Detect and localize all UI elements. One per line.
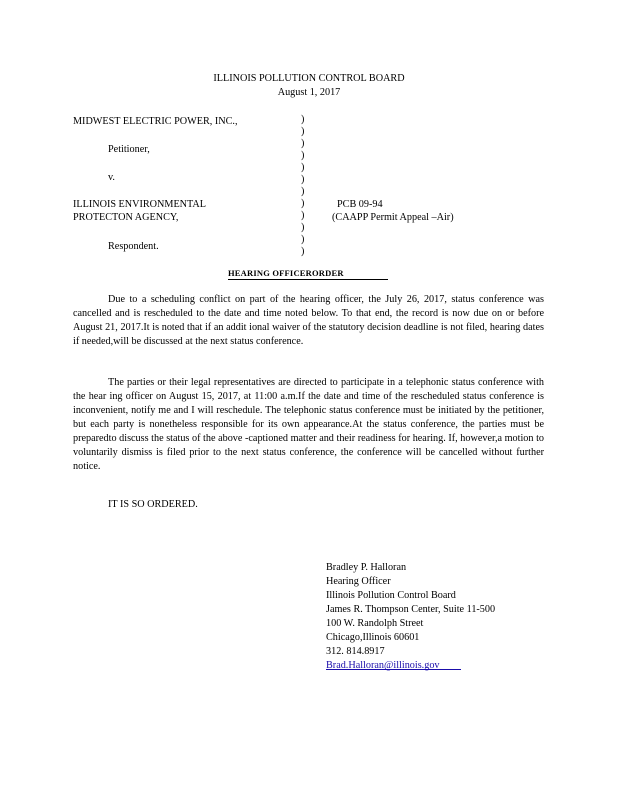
signer-org: Illinois Pollution Control Board [326, 590, 456, 601]
order-title: HEARING OFFICERORDER [228, 268, 388, 280]
paragraph-text: Due to a scheduling conflict on part of the hearing officer, the July 26, 2017, status conference was cancelled and is rescheduled to the date and time noted below. To that end, the record is now due on or before August 21, 2017.It is noted that if an addit ional waiver of the statutory decision deadline is not filed, hearing dates if needed,will be discussed at the next status conference. [73, 294, 544, 347]
respondent-name-line2: PROTECTON AGENCY, [73, 212, 179, 223]
paren: ) [301, 222, 305, 233]
paren: ) [301, 234, 305, 245]
signer-street: 100 W. Randolph Street [326, 618, 424, 629]
paren: ) [301, 186, 305, 197]
signer-name: Bradley P. Halloran [326, 562, 407, 573]
paren: ) [301, 174, 305, 185]
paragraph-text: The parties or their legal representatives are directed to participate in a telephonic status conference with the hear ing officer on August 15, 2017, at 11:00 a.m.If the date and time of the rescheduled status conference is inconvenient, notify me and I will reschedule. The telephonic status conference must be initiated by the petitioner, but each party is nonetheless responsible for its own appearance.At the status conference, the parties must be preparedto discuss the status of the above -captioned matter and their readiness for hearing. If, however,a motion to voluntarily dismiss is filed prior to the next status conference, the conference will be cancelled without further notice. [73, 377, 544, 472]
paragraph-instructions [73, 376, 544, 474]
petitioner-name: MIDWEST ELECTRIC POWER, INC., [73, 116, 238, 127]
signer-phone: 312. 814.8917 [326, 646, 385, 657]
signer-building: James R. Thompson Center, Suite 11-500 [326, 604, 496, 615]
email-underline [326, 669, 461, 670]
paragraph-rescheduling [73, 293, 544, 349]
caption-parentheses [301, 114, 311, 258]
paren: ) [301, 246, 305, 257]
respondent-name-line1: ILLINOIS ENVIRONMENTAL [73, 199, 207, 210]
signer-email-link[interactable]: Brad.Halloran@illinois.gov [326, 660, 440, 671]
paren: ) [301, 198, 305, 209]
paren: ) [301, 150, 305, 161]
paren: ) [301, 210, 305, 221]
signature-block [326, 561, 495, 673]
petitioner-role: Petitioner, [108, 144, 150, 155]
case-number: PCB 09-94 [337, 199, 383, 210]
paren: ) [301, 162, 305, 173]
versus-label: v. [108, 172, 115, 183]
so-ordered: IT IS SO ORDERED. [108, 499, 198, 510]
signer-title: Hearing Officer [326, 576, 391, 587]
respondent-role: Respondent. [108, 241, 159, 252]
paren: ) [301, 138, 305, 149]
paren: ) [301, 126, 305, 137]
order-date: August 1, 2017 [277, 87, 341, 98]
agency-heading: ILLINOIS POLLUTION CONTROL BOARD [213, 73, 405, 84]
signer-city: Chicago,Illinois 60601 [326, 632, 420, 643]
paren: ) [301, 114, 305, 125]
case-type: (CAAPP Permit Appeal –Air) [332, 212, 454, 223]
